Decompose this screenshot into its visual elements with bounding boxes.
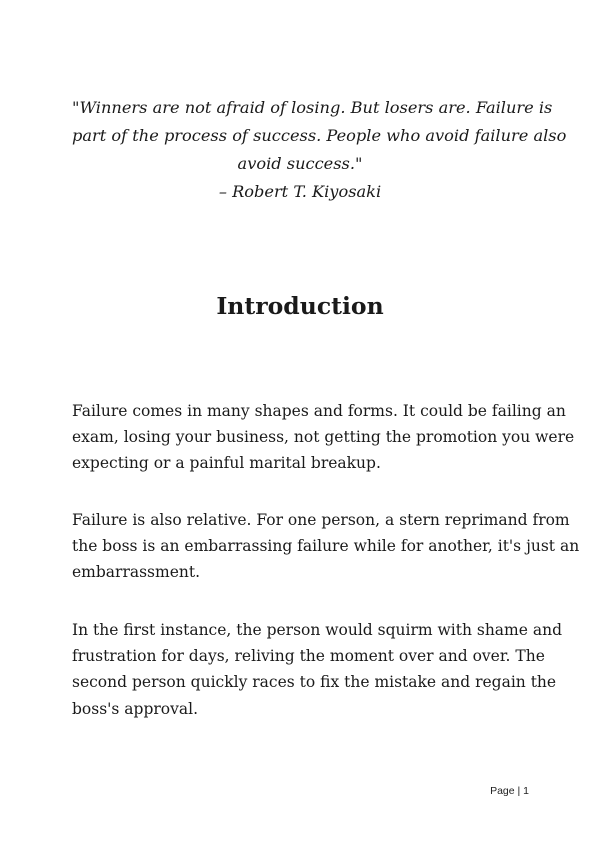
paragraph-1 — [72, 398, 575, 477]
epigraph-quote — [72, 94, 567, 206]
quote-line: "Winners are not afraid of losing. But losers are. Failure is — [72, 98, 553, 117]
paragraph-line: embarrassment. — [72, 563, 201, 582]
paragraph-line: frustration for days, reliving the moment over and over. The — [72, 647, 545, 666]
paragraph-line: the boss is an embarrassing failure while for another, it's just an — [72, 537, 580, 556]
quote-line: avoid success." — [237, 154, 363, 173]
section-heading: Introduction — [216, 292, 384, 320]
paragraph-line: expecting or a painful marital breakup. — [72, 454, 381, 473]
paragraph-line: Failure comes in many shapes and forms. It could be failing an — [72, 402, 566, 420]
paragraph-line: exam, losing your business, not getting the promotion you were — [72, 428, 575, 447]
paragraph-line: boss's approval. — [72, 699, 199, 718]
paragraph-3 — [72, 617, 562, 722]
quote-line: part of the process of success. People who avoid failure also — [72, 126, 567, 145]
page-number: Page | 1 — [490, 785, 529, 797]
paragraph-2 — [72, 507, 580, 586]
paragraph-line: second person quickly races to fix the mistake and regain the — [72, 673, 557, 692]
paragraph-line: Failure is also relative. For one person, a stern reprimand from — [72, 511, 570, 529]
quote-attribution: – Robert T. Kiyosaki — [218, 182, 382, 201]
paragraph-line: In the first instance, the person would squirm with shame and — [72, 621, 562, 639]
